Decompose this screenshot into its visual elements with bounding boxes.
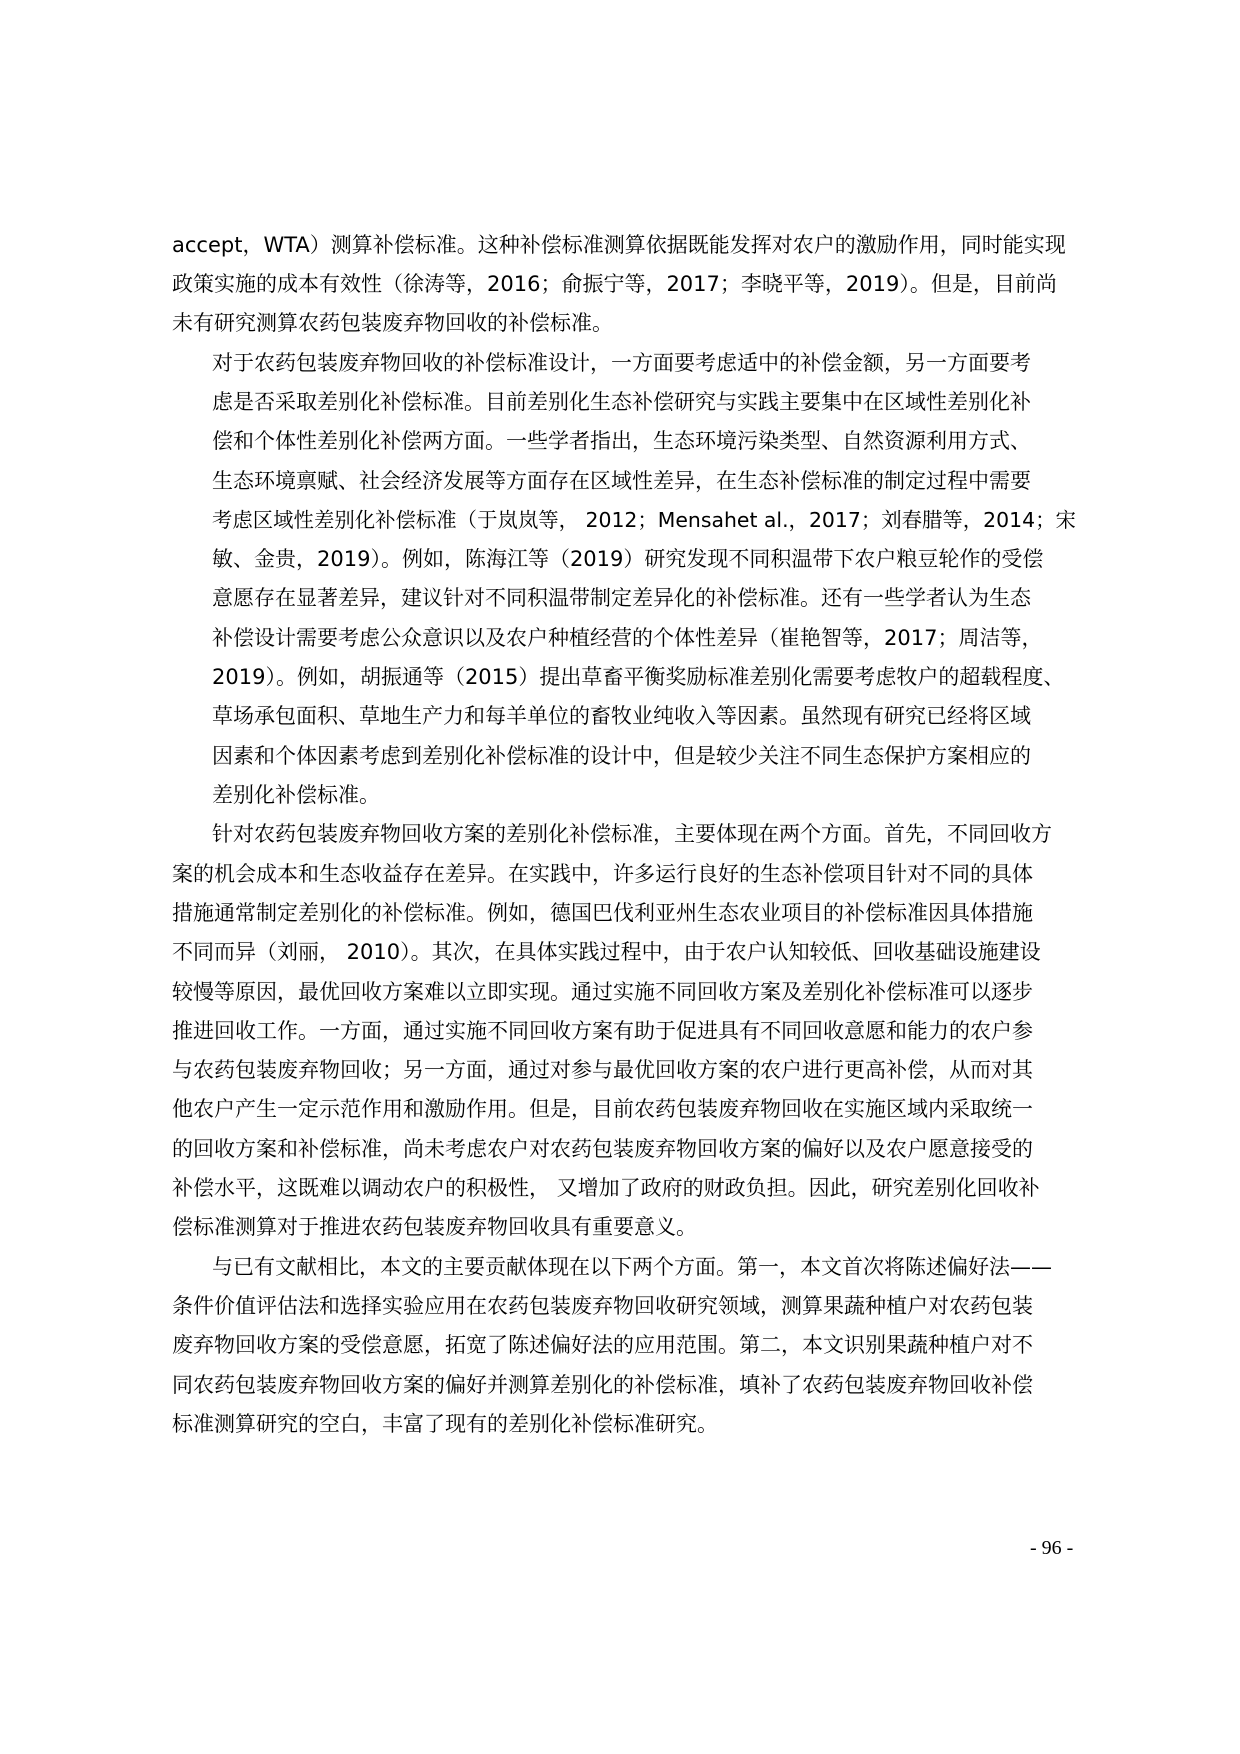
text-line: 较慢等原因，最优回收方案难以立即实现。通过实施不同回收方案及差别化补偿标准可以逐步 — [172, 980, 1033, 1004]
text-line: 措施通常制定差别化的补偿标准。例如，德国巴伐利亚州生态农业项目的补偿标准因具体措施 — [172, 901, 1033, 925]
text-line: 的回收方案和补偿标准，尚未考虑农户对农药包装废弃物回收方案的偏好以及农户愿意接受的 — [172, 1137, 1033, 1161]
text-line: 与已有文献相比，本文的主要贡献体现在以下两个方面。第一，本文首次将陈述偏好法—— — [212, 1255, 1052, 1279]
text-line: 意愿存在显著差异，建议针对不同积温带制定差异化的补偿标准。还有一些学者认为生态 — [212, 586, 1031, 610]
text-line: 草场承包面积、草地生产力和每羊单位的畜牧业纯收入等因素。虽然现有研究已经将区域 — [212, 704, 1031, 728]
text-line: 不同而异（刘丽， 2010）。其次，在具体实践过程中，由于农户认知较低、回收基础设施建设 — [172, 940, 1041, 964]
text-line: 未有研究测算农药包装废弃物回收的补偿标准。 — [172, 311, 613, 335]
text-line: 差别化补偿标准。 — [212, 783, 380, 807]
text-line: 生态环境禀赋、社会经济发展等方面存在区域性差异，在生态补偿标准的制定过程中需要 — [212, 469, 1031, 493]
text-line: 推进回收工作。一方面，通过实施不同回收方案有助于促进具有不同回收意愿和能力的农户参 — [172, 1019, 1033, 1043]
text-line: 补偿水平，这既难以调动农户的积极性， 又增加了政府的财政负担。因此，研究差别化回收补 — [172, 1176, 1040, 1200]
text-line: 虑是否采取差别化补偿标准。目前差别化生态补偿研究与实践主要集中在区域性差别化补 — [212, 390, 1031, 414]
text-line: 同农药包装废弃物回收方案的偏好并测算差别化的补偿标准，填补了农药包装废弃物回收补偿 — [172, 1373, 1033, 1397]
text-line: 针对农药包装废弃物回收方案的差别化补偿标准，主要体现在两个方面。首先，不同回收方 — [212, 822, 1052, 846]
text-line: 偿标准测算对于推进农药包装废弃物回收具有重要意义。 — [172, 1215, 697, 1239]
text-line: 政策实施的成本有效性（徐涛等，2016；俞振宁等，2017；李晓平等，2019）。但是，目前尚 — [172, 272, 1057, 296]
text-line: 考虑区域性差别化补偿标准（于岚岚等， 2012；Mensahet al.，2017；刘春腊等，2014；宋 — [212, 508, 1076, 532]
text-line: 补偿设计需要考虑公众意识以及农户种植经营的个体性差异（崔艳智等，2017；周洁等， — [212, 626, 1043, 650]
text-line: accept，WTA）测算补偿标准。这种补偿标准测算依据既能发挥对农户的激励作用，同时能实现 — [172, 233, 1066, 257]
text-line: 标准测算研究的空白，丰富了现有的差别化补偿标准研究。 — [172, 1412, 718, 1436]
text-line: 他农户产生一定示范作用和激励作用。但是，目前农药包装废弃物回收在实施区域内采取统一 — [172, 1097, 1033, 1121]
text-line: 对于农药包装废弃物回收的补偿标准设计，一方面要考虑适中的补偿金额，另一方面要考 — [212, 351, 1031, 375]
text-line: 案的机会成本和生态收益存在差异。在实践中，许多运行良好的生态补偿项目针对不同的具体 — [172, 862, 1033, 886]
text-line: 偿和个体性差别化补偿两方面。一些学者指出，生态环境污染类型、自然资源利用方式、 — [212, 429, 1031, 453]
text-line: 2019）。例如，胡振通等（2015）提出草畜平衡奖励标准差别化需要考虑牧户的超载程度、 — [212, 665, 1065, 689]
text-line: 因素和个体因素考虑到差别化补偿标准的设计中，但是较少关注不同生态保护方案相应的 — [212, 744, 1031, 768]
text-line: 与农药包装废弃物回收；另一方面，通过对参与最优回收方案的农户进行更高补偿，从而对其 — [172, 1058, 1033, 1082]
text-line: 废弃物回收方案的受偿意愿，拓宽了陈述偏好法的应用范围。第二，本文识别果蔬种植户对不 — [172, 1333, 1033, 1357]
text-line: 敏、金贵，2019）。例如，陈海江等（2019）研究发现不同积温带下农户粮豆轮作的受偿 — [212, 547, 1044, 571]
page-number: - 96 - — [1030, 1537, 1074, 1559]
text-line: 条件价值评估法和选择实验应用在农药包装废弃物回收研究领域，测算果蔬种植户对农药包装 — [172, 1294, 1033, 1318]
